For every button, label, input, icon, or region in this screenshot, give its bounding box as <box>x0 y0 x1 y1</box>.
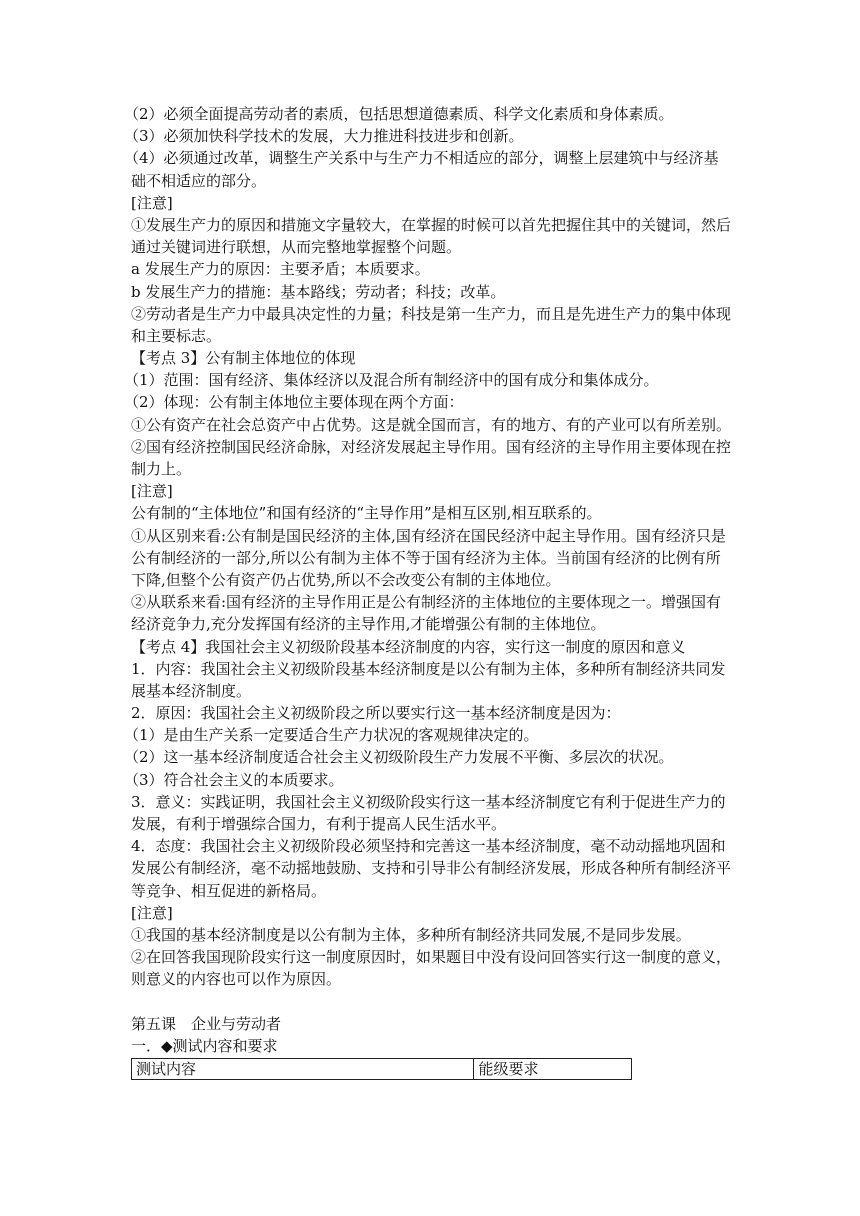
text-line: 下降,但整个公有资产仍占优势,所以不会改变公有制的主体地位。 <box>131 570 561 589</box>
lesson-title: 第五课 企业与劳动者 <box>131 1014 282 1033</box>
text-line: a 发展生产力的原因：主要矛盾；本质要求。 <box>131 260 430 279</box>
text-line: （3）必须加快科学技术的发展，大力推进科技进步和创新。 <box>124 127 524 146</box>
text-line: 公有制经济的一部分,所以公有制为主体不等于国有经济为主体。当前国有经济的比例有所 <box>131 548 721 567</box>
body-text <box>124 103 734 991</box>
text-line: 础不相适应的部分。 <box>131 171 267 190</box>
text-line: b 发展生产力的措施：基本路线；劳动者；科技；改革。 <box>131 282 506 301</box>
text-line: 公有制的“主体地位”和国有经济的“主导作用”是相互区别,相互联系的。 <box>131 504 602 523</box>
text-line: 2．原因：我国社会主义初级阶段之所以要实行这一基本经济制度是因为： <box>131 704 621 723</box>
text-line: ②从联系来看:国有经济的主导作用正是公有制经济的主体地位的主要体现之一。增强国有 <box>131 593 722 612</box>
text-line: 【考点 4】我国社会主义初级阶段基本经济制度的内容，实行这一制度的原因和意义 <box>131 637 686 656</box>
text-line: 等竞争、相互促进的新格局。 <box>131 881 327 900</box>
text-line: 展基本经济制度。 <box>131 681 252 700</box>
text-line: 4．态度：我国社会主义初级阶段必须坚持和完善这一基本经济制度，毫不动动摇地巩固和 <box>131 837 726 856</box>
text-line: ①我国的基本经济制度是以公有制为主体，多种所有制经济共同发展,不是同步发展。 <box>131 925 691 944</box>
blank-line <box>131 991 734 1013</box>
text-line: 发展公有制经济，毫不动摇地鼓励、支持和引导非公有制经济发展，形成各种所有制经济平 <box>131 859 732 878</box>
text-line: 经济竞争力,充分发挥国有经济的主导作用,才能增强公有制的主体地位。 <box>131 615 606 634</box>
text-line: [注意] <box>131 903 173 922</box>
text-line: ①从区别来看:公有制是国民经济的主体,国有经济在国民经济中起主导作用。国有经济只是 <box>131 526 726 545</box>
table-header-content: 测试内容 <box>132 1059 474 1080</box>
text-line: 则意义的内容也可以作为原因。 <box>131 970 342 989</box>
text-line: [注意] <box>131 482 173 501</box>
text-line: [注意] <box>131 193 173 212</box>
table-header-level: 能级要求 <box>474 1059 632 1080</box>
text-line: ②在回答我国现阶段实行这一制度原因时，如果题目中没有设问回答实行这一制度的意义， <box>131 948 732 967</box>
table-header-row <box>132 1059 632 1080</box>
text-line: （3）符合社会主义的本质要求。 <box>124 770 344 789</box>
requirements-table <box>131 1058 632 1080</box>
text-line: （2）这一基本经济制度适合社会主义初级阶段生产力发展不平衡、多层次的状况。 <box>124 748 674 767</box>
text-line: （4）必须通过改革，调整生产关系中与生产力不相适应的部分，调整上层建筑中与经济基 <box>124 149 719 168</box>
text-line: （1）范围：国有经济、集体经济以及混合所有制经济中的国有成分和集体成分。 <box>124 371 659 390</box>
text-line: ①公有资产在社会总资产中占优势。这是就全国而言，有的地方、有的产业可以有所差别。 <box>131 415 732 434</box>
text-line: （1）是由生产关系一定要适合生产力状况的客观规律决定的。 <box>124 726 539 745</box>
text-line: ②劳动者是生产力中最具决定性的力量；科技是第一生产力，而且是先进生产力的集中体现 <box>131 304 732 323</box>
text-line: 【考点 3】公有制主体地位的体现 <box>131 349 356 368</box>
document-page <box>124 103 734 1080</box>
section-title: 一．◆测试内容和要求 <box>131 1036 278 1055</box>
text-line: 1．内容：我国社会主义初级阶段基本经济制度是以公有制为主体，多种所有制经济共同发 <box>131 659 726 678</box>
text-line: ②国有经济控制国民经济命脉，对经济发展起主导作用。国有经济的主导作用主要体现在控 <box>131 437 732 456</box>
text-line: ①发展生产力的原因和措施文字量较大，在掌握的时候可以首先把握住其中的关键词，然后 <box>131 215 732 234</box>
text-line: 和主要标志。 <box>131 326 222 345</box>
text-line: （2）体现：公有制主体地位主要体现在两个方面： <box>124 393 464 412</box>
text-line: 制力上。 <box>131 460 192 478</box>
text-line: 通过关键词进行联想，从而完整地掌握整个问题。 <box>131 238 462 257</box>
text-line: 3．意义：实践证明，我国社会主义初级阶段实行这一基本经济制度它有利于促进生产力的 <box>131 792 726 811</box>
text-line: （2）必须全面提高劳动者的素质，包括思想道德素质、科学文化素质和身体素质。 <box>124 105 674 123</box>
text-line: 发展，有利于增强综合国力，有利于提高人民生活水平。 <box>131 815 507 833</box>
